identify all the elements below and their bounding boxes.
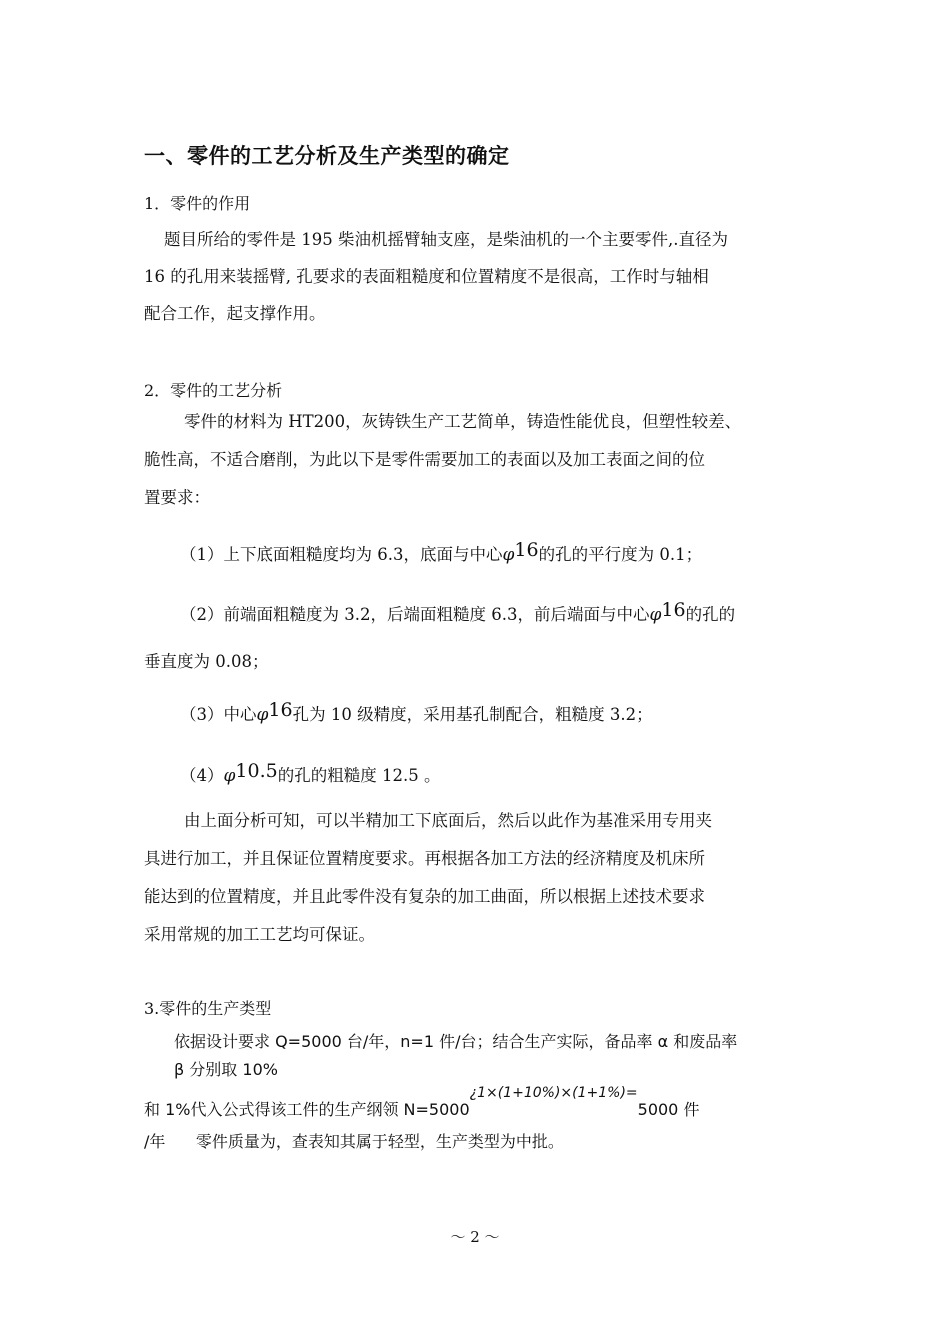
requirement-item-3 [180,696,653,733]
requirement-item-2-cont: 垂直度为 0.08； [144,652,269,671]
s2-conclusion-2: 具进行加工，并且保证位置精度要求。再根据各加工方法的经济精度及机床所 [144,849,705,868]
diameter-value: 16 [268,699,293,721]
s1-line-2: 16 的孔用来装摇臂, 孔要求的表面粗糙度和位置精度不是很高，工作时与轴相 [144,267,709,286]
section-title: 一、零件的工艺分析及生产类型的确定 [144,144,510,168]
item-1-text: （1）上下底面粗糙度均为 6.3，底面与中心 [180,545,503,564]
s3-line-1: 依据设计要求 Q=5000 台/年，n=1 件/台；结合生产实际，备品率 α 和废品率 [174,1032,738,1051]
s2-intro-3: 置要求： [144,488,210,507]
s2-intro-1: 零件的材料为 HT200，灰铸铁生产工艺简单，铸造性能优良，但塑性较差、 [184,412,742,431]
s1-line-3: 配合工作，起支撑作用。 [144,304,326,323]
phi-symbol: φ [223,766,236,786]
item-3-text: （3）中心 [180,705,257,724]
diameter-value: 10.5 [235,760,278,782]
diameter-value: 16 [514,539,539,561]
diameter-value: 16 [661,599,686,621]
phi-symbol: φ [502,545,515,565]
s3-line-2: β 分别取 10% [174,1060,278,1079]
requirement-item-1 [180,536,702,573]
item-2-text-post: 的孔的 [685,605,736,624]
s3-line-3-text: 和 1%代入公式得该工件的生产纲领 N=5000 [144,1100,470,1119]
item-2-text: （2）前端面粗糙度为 3.2，后端面粗糙度 6.3，前后端面与中心 [180,605,650,624]
subsection-heading-1: 1．零件的作用 [144,194,251,213]
page-number: ～ 2 ～ [450,1228,500,1246]
requirement-item-2 [180,596,735,633]
phi-symbol: φ [256,705,269,725]
production-formula: ¿1×(1+10%)×(1+1%)= [469,1085,638,1101]
s2-intro-2: 脆性高，不适合磨削，为此以下是零件需要加工的表面以及加工表面之间的位 [144,450,705,469]
subsection-heading-3: 3.零件的生产类型 [144,999,272,1018]
item-3-text-post: 孔为 10 级精度，采用基孔制配合，粗糙度 3.2； [292,705,653,724]
item-4-text-post: 的孔的粗糙度 12.5 。 [277,766,441,785]
s2-conclusion-1: 由上面分析可知，可以半精加工下底面后，然后以此作为基准采用专用夹 [184,811,712,830]
s3-line-4: /年 零件质量为，查表知其属于轻型，生产类型为中批。 [144,1132,564,1151]
s2-conclusion-3: 能达到的位置精度，并且此零件没有复杂的加工曲面，所以根据上述技术要求 [144,887,705,906]
subsection-heading-2: 2．零件的工艺分析 [144,381,283,400]
requirement-item-4 [180,757,440,794]
s2-conclusion-4: 采用常规的加工工艺均可保证。 [144,925,375,944]
item-4-text: （4） [180,766,224,785]
item-1-text-post: 的孔的平行度为 0.1； [538,545,703,564]
phi-symbol: φ [649,605,662,625]
s3-line-3-result: 5000 件 [637,1100,700,1119]
s1-line-1: 题目所给的零件是 195 柴油机摇臂轴支座，是柴油机的一个主要零件,.直径为 [164,230,728,249]
